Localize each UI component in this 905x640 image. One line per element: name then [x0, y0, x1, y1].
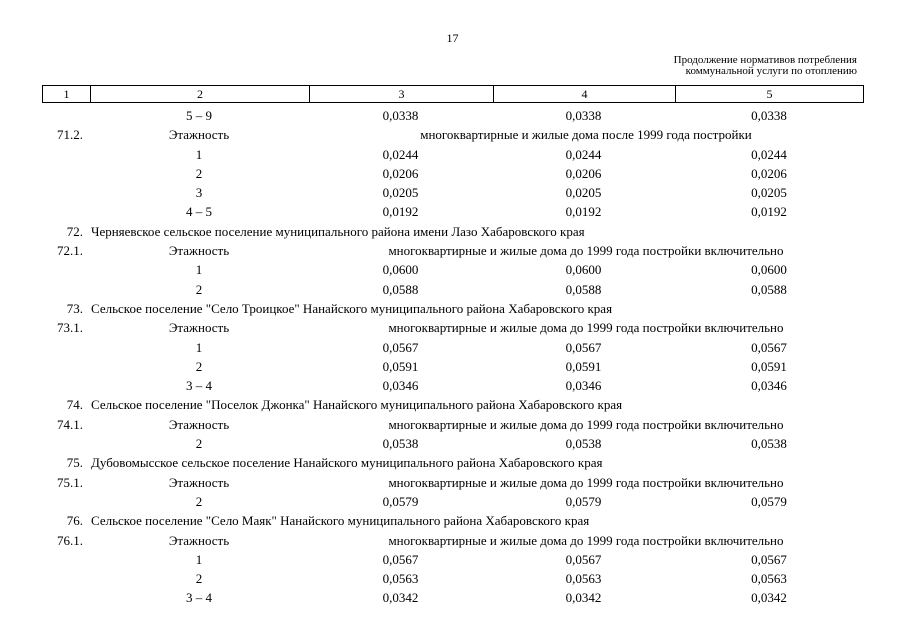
- norm-value-col4: 0,0591: [565, 358, 602, 374]
- building-type-row: [0, 318, 905, 337]
- building-type-row: [0, 473, 905, 492]
- column-header-3: 3: [310, 86, 494, 103]
- table-caption: [674, 55, 857, 77]
- floors-value: 2: [195, 165, 203, 181]
- norm-value-col4: 0,0206: [565, 165, 602, 181]
- table-row: [0, 183, 905, 202]
- building-type-text: многоквартирные и жилые дома до 1999 года постройки включительно: [388, 532, 784, 548]
- norm-value-col5: 0,0591: [751, 358, 787, 374]
- floors-value: 2: [195, 571, 203, 587]
- subsection-number: 74.1.: [57, 416, 83, 432]
- table-row: [0, 492, 905, 511]
- section-number: 76.: [66, 513, 83, 529]
- column-header-1: 1: [43, 86, 91, 103]
- norm-value-col5: 0,0346: [751, 378, 787, 394]
- section-row: [0, 511, 905, 530]
- floors-label: Этажность: [168, 532, 230, 548]
- norm-value-col3: 0,0338: [382, 108, 419, 123]
- page-number: 17: [446, 31, 459, 45]
- subsection-number: 75.1.: [57, 474, 83, 490]
- section-row: [0, 453, 905, 472]
- building-type-text: многоквартирные и жилые дома до 1999 года постройки включительно: [388, 243, 784, 259]
- table-row: [0, 280, 905, 299]
- column-header-2: 2: [91, 86, 310, 103]
- section-number: 73.: [66, 300, 83, 316]
- section-title: Сельское поселение "Село Маяк" Нанайского муниципального района Хабаровского края: [91, 513, 590, 529]
- table-row: [0, 202, 905, 221]
- norm-value-col3: 0,0567: [382, 339, 419, 355]
- norm-value-col5: 0,0588: [751, 281, 787, 297]
- norm-value-col5: 0,0600: [751, 262, 787, 278]
- norm-value-col3: 0,0563: [382, 571, 419, 587]
- section-title: Дубовомысское сельское поселение Нанайского муниципального района Хабаровского края: [91, 455, 603, 471]
- section-row: [0, 222, 905, 241]
- floors-value: 1: [195, 551, 203, 567]
- norm-value-col5: 0,0206: [751, 165, 787, 181]
- floors-value: 1: [195, 339, 203, 355]
- building-type-text: многоквартирные и жилые дома до 1999 года постройки включительно: [388, 320, 784, 336]
- building-type-row: [0, 531, 905, 550]
- building-type-row: [0, 125, 905, 144]
- floors-label: Этажность: [168, 416, 230, 432]
- floors-value: 3 – 4: [186, 590, 212, 606]
- table-row: [0, 550, 905, 569]
- column-header-5: 5: [676, 86, 864, 103]
- norm-value-col3: 0,0205: [382, 185, 419, 201]
- norm-value-col3: 0,0567: [382, 551, 419, 567]
- floors-value: 1: [195, 146, 203, 162]
- table-row: [0, 376, 905, 395]
- norm-value-col4: 0,0342: [565, 590, 602, 606]
- norm-value-col5: 0,0244: [751, 146, 787, 162]
- section-row: [0, 395, 905, 414]
- norm-value-col4: 0,0600: [565, 262, 602, 278]
- building-type-row: [0, 415, 905, 434]
- subsection-number: 76.1.: [57, 532, 83, 548]
- norm-value-col5: 0,0579: [751, 493, 787, 509]
- norm-value-col5: 0,0338: [751, 108, 787, 123]
- floors-value: 3: [195, 185, 203, 201]
- building-type-row: [0, 241, 905, 260]
- norm-value-col3: 0,0346: [382, 378, 419, 394]
- section-title: Сельское поселение "Поселок Джонка" Нанайского муниципального района Хабаровского края: [91, 397, 623, 413]
- norm-value-col3: 0,0600: [382, 262, 419, 278]
- floors-value: 2: [195, 358, 203, 374]
- floors-label: Этажность: [168, 127, 230, 143]
- norm-value-col5: 0,0342: [751, 590, 787, 606]
- floors-value: 3 – 4: [186, 378, 212, 394]
- section-row: [0, 299, 905, 318]
- norm-value-col3: 0,0342: [382, 590, 419, 606]
- section-number: 75.: [66, 455, 83, 471]
- norm-value-col3: 0,0244: [382, 146, 419, 162]
- floors-value: 2: [195, 436, 203, 452]
- norm-value-col4: 0,0192: [565, 204, 602, 220]
- table-row: [0, 338, 905, 357]
- norm-value-col5: 0,0538: [751, 436, 787, 452]
- norm-value-col4: 0,0244: [565, 146, 602, 162]
- norm-value-col4: 0,0588: [565, 281, 602, 297]
- norm-value-col4: 0,0563: [565, 571, 602, 587]
- norm-value-col5: 0,0567: [751, 551, 787, 567]
- table-body: [0, 106, 905, 608]
- floors-value: 4 – 5: [186, 204, 212, 220]
- norm-value-col4: 0,0205: [565, 185, 602, 201]
- floors-label: Этажность: [168, 320, 230, 336]
- column-header-table: [42, 85, 864, 103]
- subsection-number: 73.1.: [57, 320, 83, 336]
- table-row: [0, 569, 905, 588]
- building-type-text: многоквартирные и жилые дома до 1999 года постройки включительно: [388, 416, 784, 432]
- norm-value-col3: 0,0192: [382, 204, 419, 220]
- section-number: 72.: [66, 223, 83, 239]
- norm-value-col5: 0,0192: [751, 204, 787, 220]
- norm-value-col3: 0,0206: [382, 165, 419, 181]
- norm-value-col4: 0,0338: [565, 108, 602, 123]
- table-row: [0, 106, 905, 125]
- norm-value-col3: 0,0588: [382, 281, 419, 297]
- column-header-4: 4: [494, 86, 676, 103]
- floors-value: 5 – 9: [186, 108, 212, 123]
- norm-value-col4: 0,0567: [565, 551, 602, 567]
- table-row: [0, 260, 905, 279]
- norm-value-col4: 0,0567: [565, 339, 602, 355]
- floors-label: Этажность: [168, 243, 230, 259]
- building-type-text: многоквартирные и жилые дома до 1999 года постройки включительно: [388, 474, 784, 490]
- norm-value-col5: 0,0205: [751, 185, 787, 201]
- norm-value-col4: 0,0346: [565, 378, 602, 394]
- building-type-text: многоквартирные и жилые дома после 1999 года постройки: [420, 127, 752, 143]
- section-number: 74.: [66, 397, 83, 413]
- norm-value-col4: 0,0579: [565, 493, 602, 509]
- floors-value: 2: [195, 493, 203, 509]
- norm-value-col3: 0,0591: [382, 358, 419, 374]
- norm-value-col4: 0,0538: [565, 436, 602, 452]
- section-title: Черняевское сельское поселение муниципального района имени Лазо Хабаровского края: [91, 223, 585, 239]
- table-row: [0, 434, 905, 453]
- table-row: [0, 357, 905, 376]
- norm-value-col3: 0,0538: [382, 436, 419, 452]
- floors-value: 2: [195, 281, 203, 297]
- table-row: [0, 164, 905, 183]
- section-title: Сельское поселение "Село Троицкое" Нанайского муниципального района Хабаровского края: [91, 300, 613, 316]
- caption-line-1: Продолжение нормативов потребления: [673, 54, 857, 66]
- norm-value-col3: 0,0579: [382, 493, 419, 509]
- norm-value-col5: 0,0563: [751, 571, 787, 587]
- norm-value-col5: 0,0567: [751, 339, 787, 355]
- table-row: [0, 588, 905, 607]
- floors-label: Этажность: [168, 474, 230, 490]
- subsection-number: 71.2.: [57, 127, 83, 143]
- caption-line-2: коммунальной услуги по отоплению: [685, 65, 857, 77]
- subsection-number: 72.1.: [57, 243, 83, 259]
- floors-value: 1: [195, 262, 203, 278]
- column-header-row: [43, 86, 864, 103]
- table-row: [0, 145, 905, 164]
